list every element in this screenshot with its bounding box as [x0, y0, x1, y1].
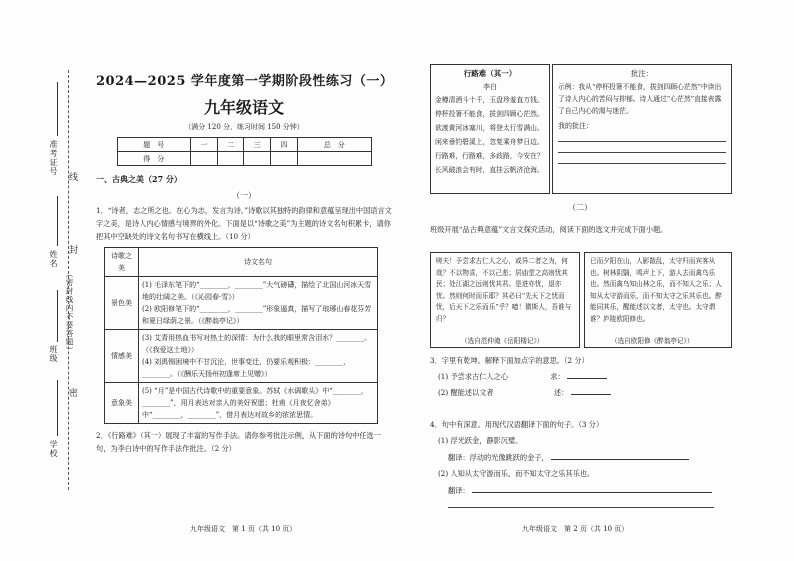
- table-header: 诗歌之美: [105, 248, 139, 277]
- seal-char: 封: [67, 245, 77, 255]
- mi-char: 密: [67, 388, 77, 398]
- binding-margin: [0, 0, 88, 561]
- class-label: 班级: [49, 345, 58, 363]
- subject-title: 九年级语文: [203, 98, 284, 117]
- question-1: 1．“诗者，志之所之也。在心为志，发言为诗。”诗歌以其独特的韵律和意蕴呈现出中国语言文字之美，是诗人内心情感与境界的外化。下面是以“诗歌之美”为主题的诗文名句积累卡，请你把其中空缺处的诗文名句书写在横线上。（10 分）: [96, 206, 392, 241]
- q3-item-1-text: (1) 予尝求古仁人之心: [438, 372, 508, 381]
- answer-cell[interactable]: [139, 277, 378, 330]
- q3-answer-blank[interactable]: [567, 370, 607, 379]
- q3-item-2-text: (2) 醒能述以文者: [438, 388, 494, 397]
- class-line: [57, 290, 58, 342]
- poem-line: 停杯投箸不能食，拔剑四顾心茫然。: [435, 110, 544, 118]
- name-label: 姓名: [49, 250, 58, 268]
- passage-a-source: （选自范仲淹《岳阳楼记》）: [461, 337, 544, 345]
- question-3: [430, 354, 730, 399]
- annotation-answer-line[interactable]: [558, 142, 726, 153]
- poem-title: 行路难（其一）: [463, 69, 517, 78]
- annotation-answer-line[interactable]: [558, 153, 726, 164]
- score-cell: 三: [244, 138, 271, 152]
- q3-item-2-key: 述：: [553, 388, 569, 397]
- part-two: [430, 203, 730, 236]
- score-input-cell[interactable]: [244, 152, 271, 166]
- score-table-header-row: [117, 138, 371, 152]
- annotation-example: 示例：我从“停杯投箸不能食，拔剑四顾心茫然”中读出了诗人内心的苦闷与抑郁。诗人通过“心茫然”直接表露了自己内心的渴与迷茫。: [558, 83, 722, 115]
- score-cell: 得 分: [117, 152, 191, 166]
- score-cell: 一: [191, 138, 218, 152]
- q4-item-1-translation: 翻译：浮动的光像跳跃的金子，: [448, 453, 549, 462]
- poem-line: 欲渡黄河冰塞川，将登太行雪满山。: [435, 124, 544, 132]
- category-imagery: 意象美: [105, 383, 139, 424]
- exam-info: （满分 120 分，练习时间 150 分钟）: [184, 123, 304, 131]
- annotation-answer-line[interactable]: [558, 131, 726, 142]
- poem-line: 金樽清酒斗十千，玉盘珍羞直万钱。: [435, 96, 544, 104]
- answer-cell[interactable]: [139, 383, 378, 424]
- question-3-stem: 3．字里有乾坤。解释下面加点字的意思。（2 分）: [430, 356, 589, 365]
- poem-line: 闲来垂钓碧溪上，忽复乘舟梦日边。: [435, 138, 544, 146]
- passage-b-box: [584, 252, 732, 348]
- q4-answer-line[interactable]: [448, 497, 714, 508]
- score-input-cell[interactable]: [217, 152, 244, 166]
- score-input-cell[interactable]: [297, 152, 371, 166]
- q4-answer-blank[interactable]: [472, 484, 712, 493]
- reading-intro: 班级开展“品古典意蕴”文言文探究活动，阅读下面的选文并完成下面小题。: [430, 225, 668, 234]
- score-cell: 总 分: [297, 138, 371, 152]
- passage-a-box: [430, 252, 580, 348]
- exam-number-line: [57, 82, 58, 136]
- score-cell: 四: [271, 138, 298, 152]
- passage-a-text: 嗟夫！予尝求古仁人之心，或异二者之为，何哉？不以物喜，不以己悲；居庙堂之高则忧其民；处江湖之远则忧其君。是进亦忧，退亦忧。然则何时而乐耶？其必曰“先天下之忧而忧，后天下之乐而乐”乎？噫！微斯人，吾谁与归？: [436, 257, 572, 323]
- q4-item-1-answer: [430, 451, 730, 464]
- part-heading: （二）: [568, 203, 592, 212]
- passage-b-text: 已而夕阳在山，人影散乱，太守归而宾客从也。树林阴翳，鸣声上下，游人去而禽鸟乐也。然而禽鸟知山林之乐，而不知人之乐；人知从太守游而乐，而不知太守之乐其乐也。醉能同其乐，醒能述以文者，太守也。太守谓谁？庐陵欧阳修也。: [590, 257, 722, 323]
- item-5: (5) “月”是中国古代诗歌中的重要意象。苏轼《水调歌头》中“________，________”，用月表达对亲人的美好祝愿；杜甫《月夜忆舍弟》中“________，________”，借月表达对故乡的浓浓思情。: [142, 387, 368, 419]
- q4-item-1: (1) 浮光跃金，静影沉璧。: [438, 436, 523, 445]
- poem-box: [430, 64, 550, 194]
- q3-item-1-key: 求：: [550, 372, 565, 381]
- category-scenery: 景色美: [105, 277, 139, 330]
- q3-item-2: [430, 386, 730, 399]
- score-cell: 二: [217, 138, 244, 152]
- annotation-box: [552, 64, 732, 194]
- item-1: (1) 毛泽东笔下的“________，________”大气磅礴，描绘了北国山河冰天雪地的壮阔之美。（《沁园春·雪》）: [142, 281, 372, 301]
- line-char: 线: [67, 172, 77, 182]
- item-3: (3) 艾青用热血书写对热土的深情：为什么我的眼里常含泪水？________。（《我爱这土地》）: [142, 334, 372, 354]
- part-heading: （一）: [232, 191, 256, 200]
- score-table: [117, 137, 372, 166]
- q4-item-2-answer: [430, 484, 730, 497]
- left-page: [96, 70, 392, 455]
- seal-dashed-line: [68, 70, 69, 490]
- q4-item-2-translation-label: 翻译：: [448, 486, 470, 495]
- school-label: 学校: [49, 440, 58, 458]
- annotation-title: 批注：: [630, 69, 654, 78]
- name-line: [57, 196, 58, 246]
- seal-note: （密封线内不要答题）: [65, 270, 74, 355]
- page-footer-1: 九年级语文 第 1 页（共 10 页）: [190, 525, 297, 533]
- my-annotation-label: 我的批注：: [558, 122, 593, 130]
- score-cell: 题 号: [117, 138, 191, 152]
- q4-answer-blank[interactable]: [551, 451, 689, 460]
- item-2: (2) 欧阳修笔下的“________，________”形象逼真，描写了琅琊山春花芬芳和夏日绿荫之景。（《醉翁亭记》）: [142, 305, 372, 325]
- exam-number-label: 准考证号: [49, 140, 58, 176]
- school-line: [57, 380, 58, 436]
- score-table-score-row: [117, 152, 371, 166]
- question-4: [430, 418, 730, 508]
- question-2: 2．《行路难》（其一）展现了丰富的写作手法。请你参考批注示例，从下面的诗句中任选一句，为李白诗中的写作手法作批注。（2 分）: [96, 431, 381, 453]
- score-input-cell[interactable]: [191, 152, 218, 166]
- poem-author: 李白: [483, 83, 497, 91]
- poem-line: 长风破浪会有时，直挂云帆济沧海。: [435, 166, 544, 174]
- q4-item-2: (2) 人知从太守游而乐，而不知太守之乐其乐也。: [438, 469, 595, 478]
- poem-line: 行路难，行路难，多歧路，今安在？: [435, 152, 544, 160]
- passage-b-source: （选自欧阳修《醉翁亭记》）: [611, 337, 694, 345]
- category-emotion: 情感美: [105, 330, 139, 383]
- question-4-stem: 4．句中有深意。用现代汉语翻译下面的句子。（3 分）: [430, 420, 604, 429]
- poem-card-table: [104, 247, 378, 424]
- page-footer-2: 九年级语文 第 2 页（共 10 页）: [522, 525, 629, 533]
- item-4: (4) 刘禹锡困境中不甘沉沦，世事变迁，仍要乐观积极：________，________。（《酬乐天扬州初逢席上见赠》）: [142, 358, 351, 378]
- q3-answer-blank[interactable]: [571, 386, 611, 395]
- q3-item-1: [430, 370, 730, 383]
- section-heading: 一、古典之美（27 分）: [96, 174, 182, 184]
- score-input-cell[interactable]: [271, 152, 298, 166]
- table-header: 诗文名句: [139, 248, 378, 277]
- answer-cell[interactable]: [139, 330, 378, 383]
- exam-title: 2024—2025 学年度第一学期阶段性练习（一）: [96, 74, 394, 89]
